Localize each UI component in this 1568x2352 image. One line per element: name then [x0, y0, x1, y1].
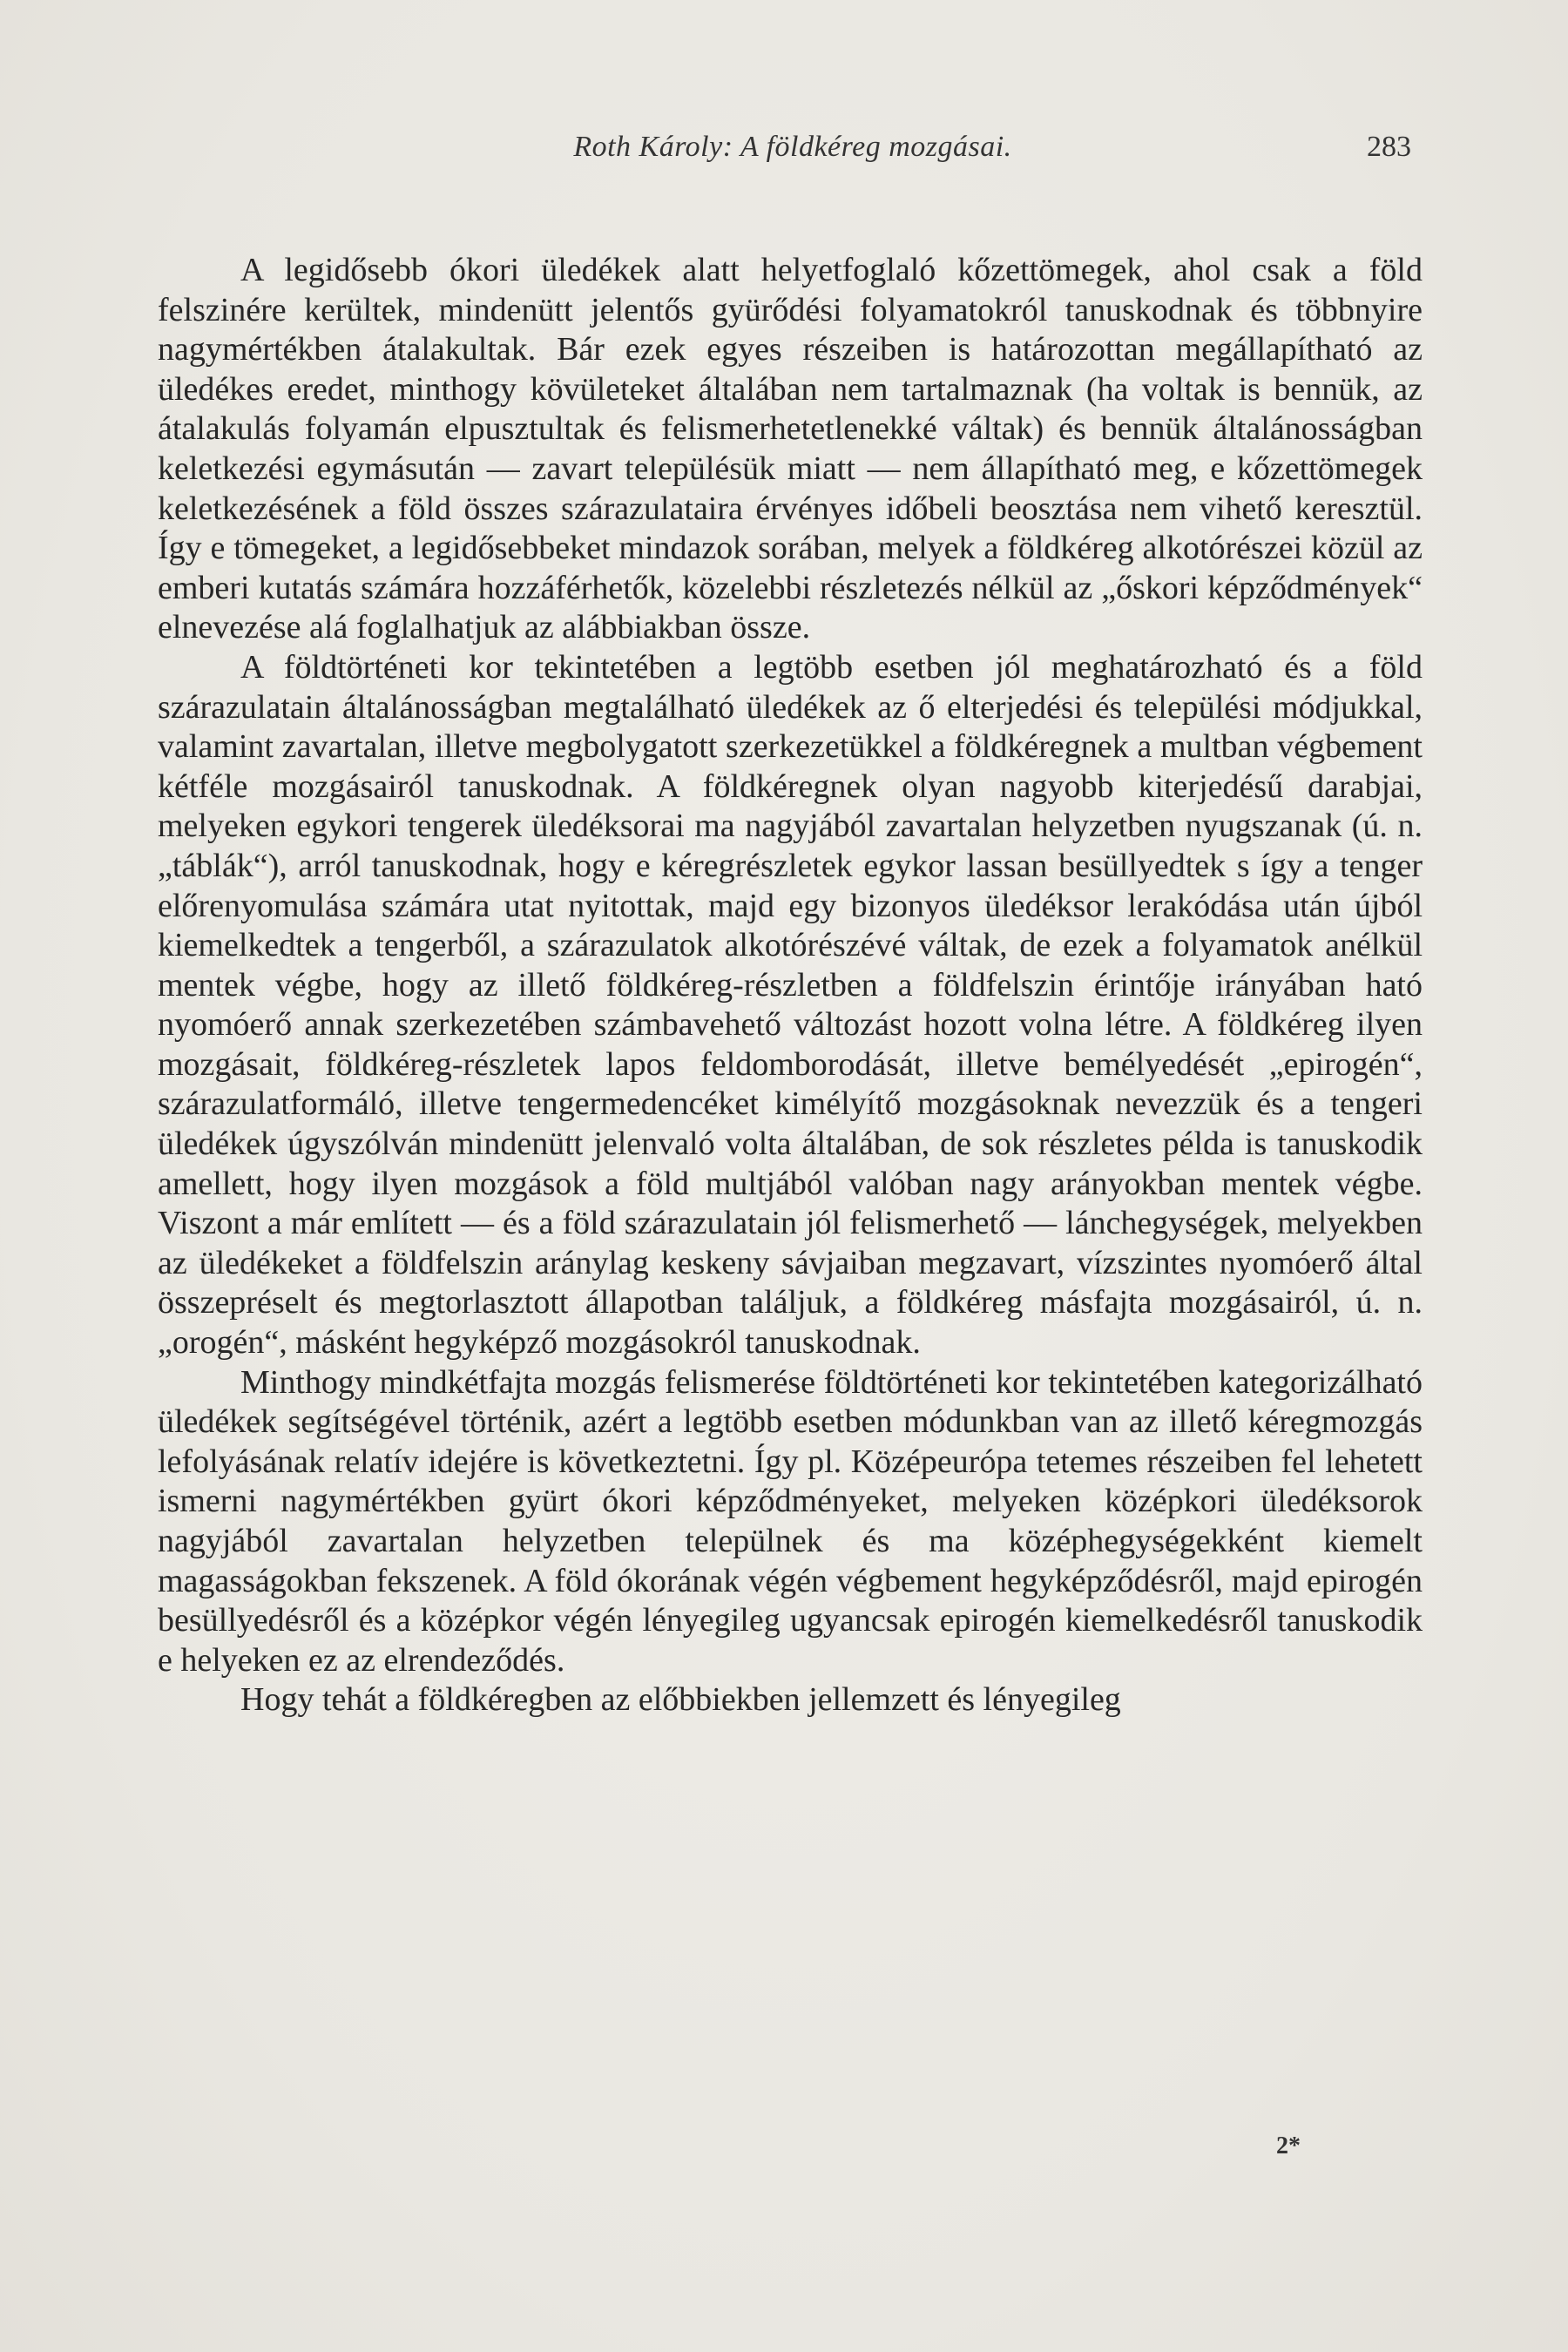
running-head: Roth Károly: A földkéreg mozgásai. [573, 131, 1012, 163]
paragraph-1: A legidősebb ókori üledékek alatt helyetfoglaló kőzettömegek, ahol csak a föld felszinére kerültek, mindenütt jelentős gyürődési folyamatokról tanuskodnak és többnyire nagymértékben átalakultak. Bár ezek egyes részeiben is határozottan megállapítható az üledékes eredet, minthogy kövületeket általában nem tartalmaznak (ha voltak is bennük, az átalakulás folyamán elpusztultak és felismerhetetlenekké váltak) és bennük általánosságban keletkezési egymásután — zavart településük miatt — nem állapítható meg, e kőzettömegek keletkezésének a föld összes szárazulataira érvényes időbeli beosztása nem vihető keresztül. Így e tömegeket, a legidősebbeket mindazok sorában, melyek a földkéreg alkotórészei közül az emberi kutatás számára hozzáférhetők, közelebbi részletezés nélkül az „őskori képződmények“ elnevezése alá foglalhatjuk az alábbiakban össze. [158, 252, 1423, 646]
signature-mark: 2* [1276, 2132, 1301, 2159]
paragraph-3: Minthogy mindkétfajta mozgás felismerése földtörténeti kor tekintetében kategorizálható üledékek segítségével történik, azért a legtöbb esetben módunkban van az illető kéregmozgás lefolyásának relatív idejére is következtetni. Így pl. Középeurópa tetemes részeiben fel lehetett ismerni nagymértékben gyürt ókori képződményeket, melyeken középkori üledéksorok nagyjából zavartalan helyzetben települnek és ma középhegységekként kiemelt magasságokban fekszenek. A föld ókorának végén végbement hegyképződésről, majd epirogén besüllyedésről és a középkor végén lényegileg ugyancsak epirogén kiemelkedésről tanuskodik e helyeken ez az elrendeződés. [158, 1363, 1423, 1679]
paragraph-4: Hogy tehát a földkéregben az előbbiekben jellemzett és lényegileg [240, 1681, 1121, 1719]
body-text [158, 251, 1423, 1720]
page-header [157, 131, 1429, 183]
paragraph-2: A földtörténeti kor tekintetében a legtöbb esetben jól meghatározható és a föld szárazulatain általánosságban megtalálható üledékek az ő elterjedési és települési módjukkal, valamint zavartalan, illetve megbolygatott szerkezetükkel a földkéregnek a multban végbement kétféle mozgásairól tanuskodnak. A földkéregnek olyan nagyobb kiterjedésű darabjai, melyeken egykori tengerek üledéksorai ma nagyjából zavartalan helyzetben nyugszanak (ú. n. „táblák“), arról tanuskodnak, hogy e kéregrészletek egykor lassan besüllyedtek s így a tenger előrenyomulása számára utat nyitottak, majd egy bizonyos üledéksor lerakódása után újból kiemelkedtek a tengerből, a szárazulatok alkotórészévé váltak, de ezek a folyamatok anélkül mentek végbe, hogy az illető földkéreg-részletben a földfelszin érintője irányában ható nyomóerő annak szerkezetében számbavehető változást hozott volna létre. A földkéreg ilyen mozgásait, földkéreg-részletek lapos feldomborodását, illetve bemélyedését „epirogén“, szárazulatformáló, illetve tengermedencéket kimélyítő mozgásoknak nevezzük és a tengeri üledékek úgyszólván mindenütt jelenvaló volta általában, de sok részletes példa is tanuskodik amellett, hogy ilyen mozgások a föld multjából valóban nagy arányokban mentek végbe. Viszont a már említett — és a föld szárazulatain jól felismerhető — lánchegységek, melyekben az üledékeket a földfelszin aránylag keskeny sávjaiban megzavart, vízszintes nyomóerő által összepréselt és megtorlasztott állapotban találjuk, a földkéreg másfajta mozgásairól, ú. n. „orogén“, másként hegyképző mozgásokról tanuskodnak. [158, 648, 1423, 1362]
page-number: 283 [1367, 131, 1411, 163]
